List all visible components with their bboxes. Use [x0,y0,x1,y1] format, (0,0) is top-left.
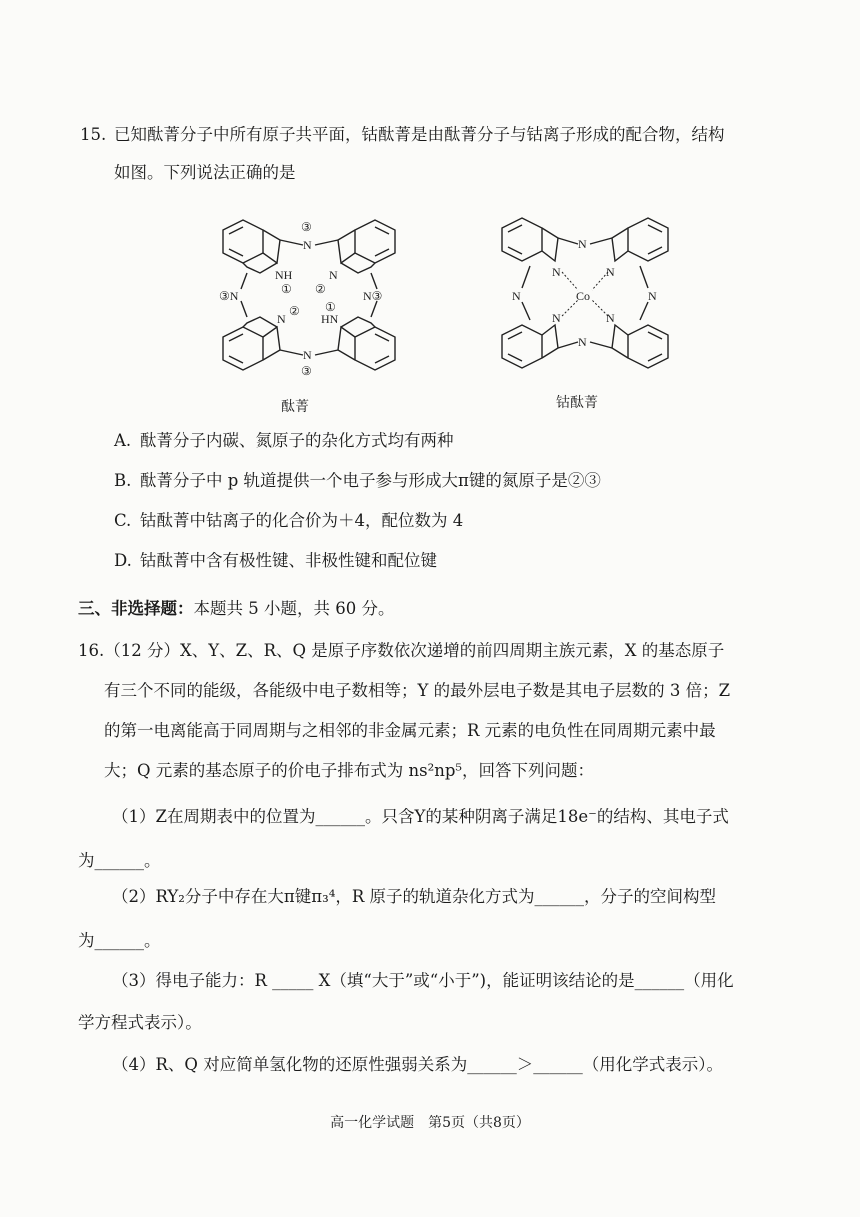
label-3n-left: ③N [219,289,239,303]
cobalt-phthalocyanine-structure [490,210,680,380]
fig-right-caption: 钴酞菁 [556,395,598,411]
q16-part3-line2: 学方程式表示）。 [78,1013,202,1032]
section3-heading: 三、非选择题：本题共 5 小题，共 60 分。 [78,599,395,618]
q15-option-a: A. 酞菁分子内碳、氮原子的杂化方式均有两种 [114,431,454,450]
q16-line4: 大；Q 元素的基态原子的价电子排布式为 ns²np⁵，回答下列问题： [104,761,595,780]
co-label-n-inner-bl: N [552,311,561,325]
label-circled2-left: ② [289,304,300,318]
q15-option-d: D. 钴酞菁中含有极性键、非极性键和配位键 [114,551,437,570]
q15-number: 15. [80,125,107,144]
label-nh: NH [275,268,293,282]
label-n-bottom: N [303,348,312,362]
co-label-n-inner-br: N [606,311,615,325]
q16-part1-line2: 为______。 [78,851,161,870]
co-label-n-left: N [512,289,521,303]
q15-stem-line2: 如图。下列说法正确的是 [114,163,296,182]
q16-part4-line1: （4）R、Q 对应简单氢化物的还原性强弱关系为______＞______（用化学式表示）。 [112,1055,723,1074]
phthalocyanine-structure [205,215,415,385]
fig-left-caption: 酞菁 [281,399,309,415]
page-footer: 高一化学试题 第5页（共8页） [330,1115,530,1131]
label-hn: HN [321,312,339,326]
label-circled3-bottom: ③ [301,364,312,378]
q16-line3: 的第一电离能高于同周期与之相邻的非金属元素；R 元素的电负性在同周期元素中最 [104,721,716,740]
q16-part1-line1: （1）Z在周期表中的位置为______。只含Y的某种阴离子满足18e⁻的结构、其电子式 [112,807,729,826]
co-label-n-bottom: N [578,335,587,349]
co-label-n-top: N [578,237,587,251]
q16-number: 16. [78,641,105,660]
label-n-top: N [303,238,312,252]
label-circled3-top: ③ [301,220,312,234]
q16-line2: 有三个不同的能级，各能级中电子数相等；Y 的最外层电子数是其电子层数的 3 倍；Z [104,681,731,700]
q16-part3-line1: （3）得电子能力：R _____ X（填“大于”或“小于”)，能证明该结论的是______（用化 [112,971,734,990]
label-n-inner-tr: N [329,268,338,282]
label-n3-right: N③ [363,289,383,303]
label-circled1-left: ① [281,282,292,296]
label-circled2-right: ② [315,282,326,296]
q15-option-c: C. 钴酞菁中钴离子的化合价为＋4，配位数为 4 [114,511,464,530]
q16-line1: 16.（12 分）X、Y、Z、R、Q 是原子序数依次递增的前四周期主族元素，X 的基态原子 [78,641,725,660]
q16-part2-line2: 为______。 [78,931,161,950]
q16-part2-line1: （2）RY₂分子中存在大π键π₃⁴，R 原子的轨道杂化方式为______，分子的空间构型 [112,887,717,906]
co-label-n-inner-tl: N [552,265,561,279]
q15-option-b: B. 酞菁分子中 p 轨道提供一个电子参与形成大π键的氮原子是②③ [114,471,601,490]
co-label-co: Co [576,289,591,303]
q15-stem-line1: 15. 已知酞菁分子中所有原子共平面，钴酞菁是由酞菁分子与钴离子形成的配合物，结构 [80,125,725,144]
co-label-n-right: N [648,289,657,303]
label-circled1-right: ① [325,300,336,314]
co-label-n-inner-tr: N [606,265,615,279]
label-n-inner-bl: N [277,312,286,326]
